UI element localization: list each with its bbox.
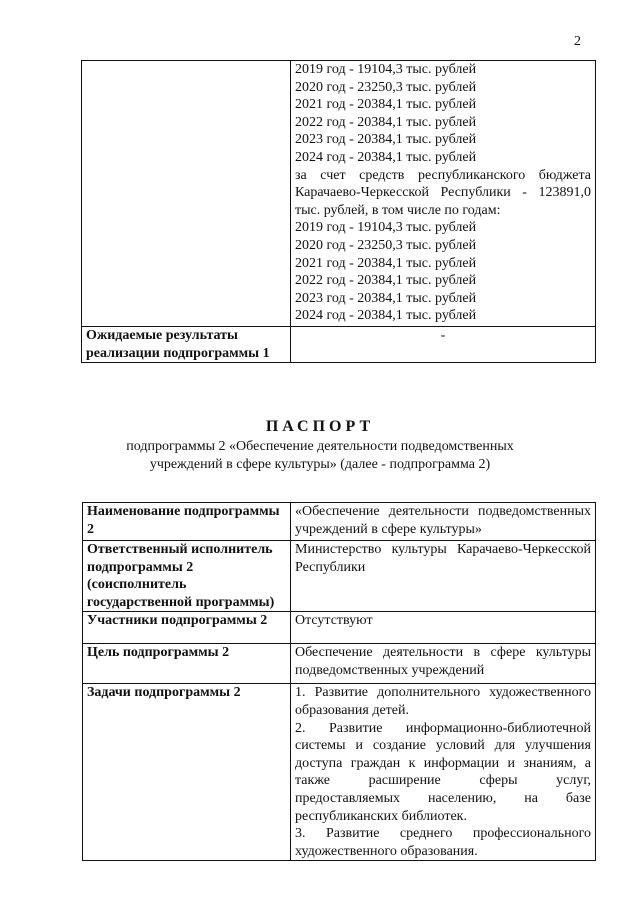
budget-line: 2024 год - 20384,1 тыс. рублей bbox=[295, 308, 477, 324]
table-cell-empty bbox=[82, 61, 291, 327]
row-label: Цель подпрограммы 2 bbox=[83, 644, 291, 684]
table-row bbox=[83, 541, 596, 612]
row-value: «Обеспечение деятельности подведомственных учреждений в сфере культуры» bbox=[291, 503, 596, 541]
table-row bbox=[82, 61, 596, 327]
table-row bbox=[83, 612, 596, 644]
table-row bbox=[83, 503, 596, 541]
passport-subtitle-line: подпрограммы 2 «Обеспечение деятельности подведомственных bbox=[126, 439, 514, 454]
results-label: Ожидаемые результаты реализации подпрограммы 1 bbox=[82, 327, 291, 363]
page-number: 2 bbox=[574, 34, 581, 49]
task-item: 1. Развитие дополнительного художественного образования детей. bbox=[295, 685, 591, 718]
passport-subtitle bbox=[0, 438, 640, 474]
passport-title: ПАСПОРТ bbox=[265, 418, 375, 435]
results-value: - bbox=[291, 327, 596, 363]
budget-line: 2020 год - 23250,3 тыс. рублей bbox=[295, 237, 477, 253]
funding-line: 2024 год - 20384,1 тыс. рублей bbox=[295, 149, 477, 165]
passport-subtitle-line: учреждений в сфере культуры» (далее - подпрограмма 2) bbox=[149, 457, 491, 472]
funding-cell bbox=[291, 61, 596, 327]
row-label: Задачи подпрограммы 2 bbox=[83, 684, 291, 861]
tasks-cell bbox=[291, 684, 596, 861]
funding-table bbox=[81, 60, 596, 363]
funding-line: 2021 год - 20384,1 тыс. рублей bbox=[295, 97, 477, 113]
budget-line: 2021 год - 20384,1 тыс. рублей bbox=[295, 255, 477, 271]
row-label: Ответственный исполнитель подпрограммы 2 (соисполнитель государственной программы) bbox=[83, 541, 291, 612]
funding-line: 2023 год - 20384,1 тыс. рублей bbox=[295, 132, 477, 148]
budget-line: 2019 год - 19104,3 тыс. рублей bbox=[295, 220, 477, 236]
task-item: 2. Развитие информационно-библиотечной системы и создание условий для улучшения доступа граждан к информации и знаниям, а также расширение сферы услуг, предоставляемых населению, на базе республиканских библиотек. bbox=[295, 720, 591, 824]
row-value: Отсутствуют bbox=[291, 612, 596, 644]
funding-line: 2020 год - 23250,3 тыс. рублей bbox=[295, 79, 477, 95]
funding-line: 2022 год - 20384,1 тыс. рублей bbox=[295, 114, 477, 130]
budget-line: 2023 год - 20384,1 тыс. рублей bbox=[295, 290, 477, 306]
table-row bbox=[82, 327, 596, 363]
row-label: Участники подпрограммы 2 bbox=[83, 612, 291, 644]
budget-intro: за счет средств республиканского бюджета Карачаево-Черкесской Республики - 123891,0 тыс. рублей, в том числе по годам: bbox=[295, 167, 591, 218]
budget-line: 2022 год - 20384,1 тыс. рублей bbox=[295, 273, 477, 289]
table-row bbox=[83, 684, 596, 861]
table-row bbox=[83, 644, 596, 684]
passport-table bbox=[82, 502, 596, 861]
row-label: Наименование подпрограммы 2 bbox=[83, 503, 291, 541]
row-value: Министерство культуры Карачаево-Черкесской Республики bbox=[291, 541, 596, 612]
task-item: 3. Развитие среднего профессионального художественного образования. bbox=[295, 826, 591, 859]
row-value: Обеспечение деятельности в сфере культуры подведомственных учреждений bbox=[291, 644, 596, 684]
funding-line: 2019 год - 19104,3 тыс. рублей bbox=[295, 62, 477, 77]
